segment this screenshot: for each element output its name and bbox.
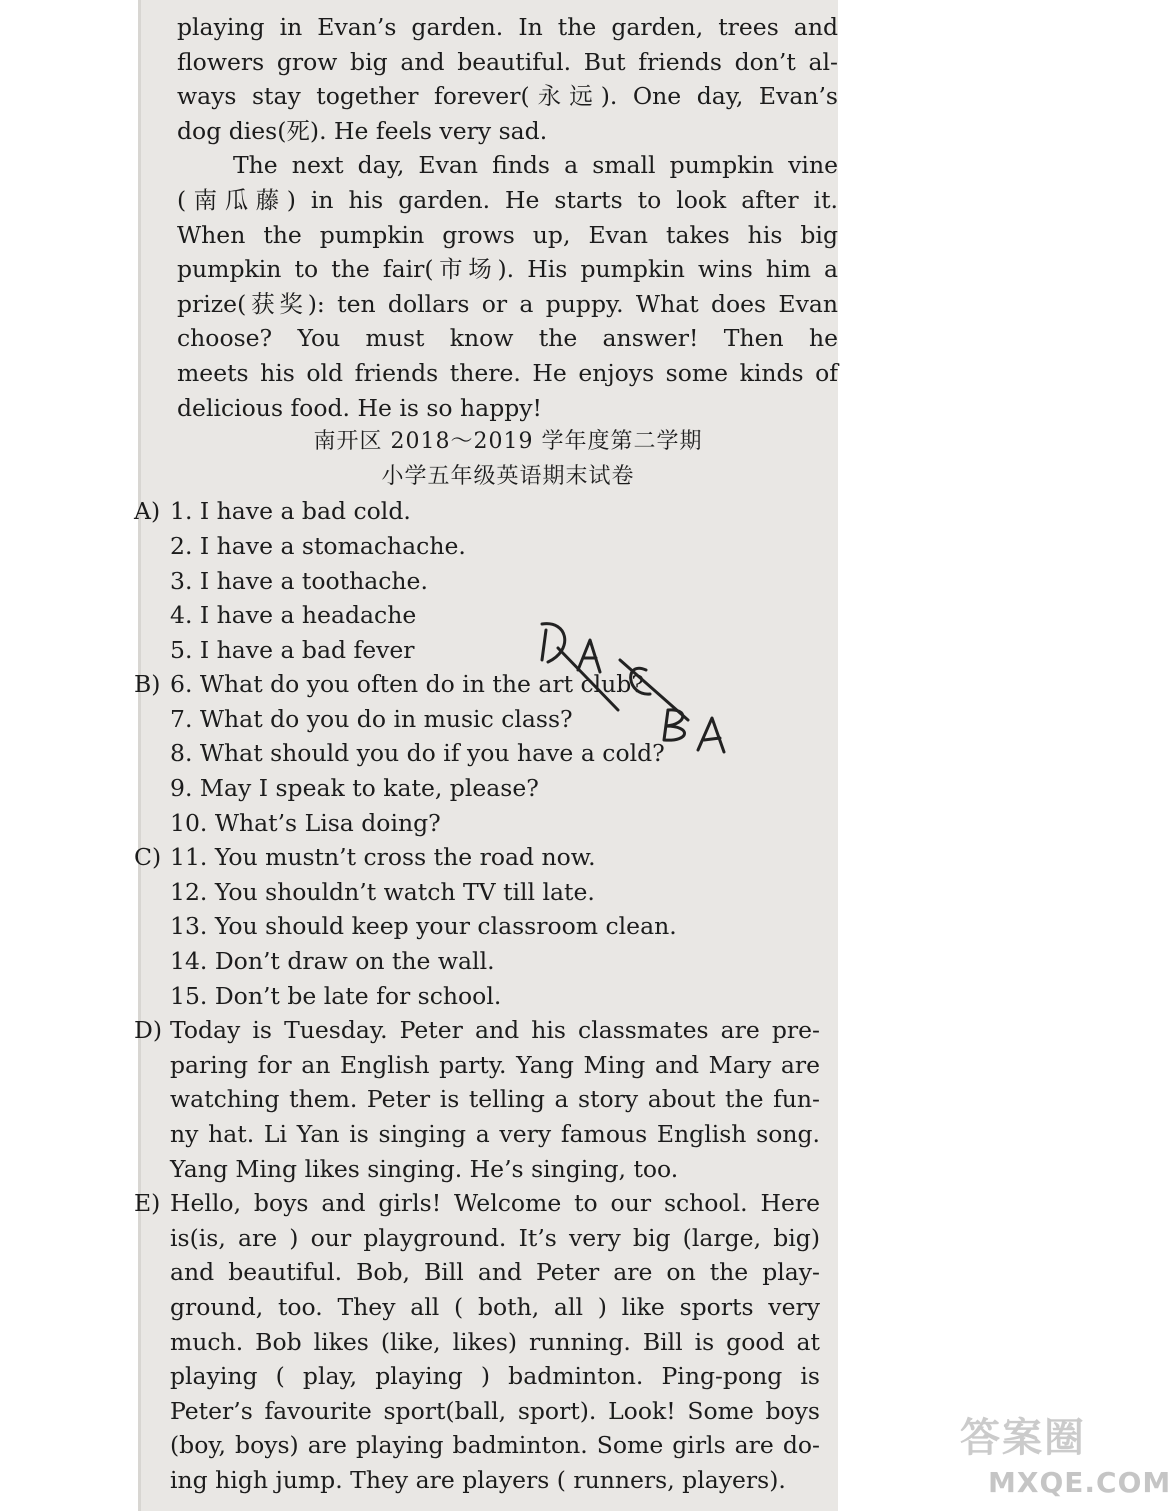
story-line: prize(获奖): ten dollars or a puppy. What does Evan (177, 289, 838, 318)
paragraph-line: Today is Tuesday. Peter and his classmates are pre- (170, 1016, 820, 1045)
list-item: 7. What do you do in music class? (170, 704, 573, 733)
story-line: The next day, Evan finds a small pumpkin vine (233, 151, 838, 180)
paragraph-line: ing high jump. They are players ( runners, players). (170, 1465, 786, 1494)
section-a-label: A) (134, 497, 161, 526)
exam-header (138, 425, 838, 494)
list-item: 2. I have a stomachache. (170, 531, 466, 560)
list-item: 11. You mustn’t cross the road now. (170, 843, 596, 872)
paragraph-line: is(is, are ) our playground. It’s very big (large, big) (170, 1223, 820, 1252)
list-item: 8. What should you do if you have a cold? (170, 739, 665, 768)
handwritten-answers (528, 600, 758, 790)
list-item: 4. I have a headache (170, 601, 417, 630)
paragraph-line: Hello, boys and girls! Welcome to our school. Here (170, 1189, 820, 1218)
story-line: When the pumpkin grows up, Evan takes his big (177, 220, 838, 249)
story-line: flowers grow big and beautiful. But friends don’t al- (177, 47, 838, 76)
story-line: choose? You must know the answer! Then he (177, 324, 838, 353)
section-c-label: C) (134, 843, 162, 872)
story-line: meets his old friends there. He enjoys some kinds of (177, 358, 838, 387)
paragraph-line: paring for an English party. Yang Ming and Mary are (170, 1050, 820, 1079)
list-item: 3. I have a toothache. (170, 566, 428, 595)
list-item: 12. You shouldn’t watch TV till late. (170, 877, 595, 906)
section-d-label: D) (134, 1016, 163, 1045)
section-e-label: E) (134, 1189, 161, 1218)
exam-title-line-1: 南开区 2018～2019 学年度第二学期 (313, 429, 703, 455)
story-line: delicious food. He is so happy! (177, 393, 542, 422)
watermark-url: MXQE.COM (988, 1466, 1171, 1499)
paragraph-line: playing ( play, playing ) badminton. Ping-pong is (170, 1362, 820, 1391)
list-item: 1. I have a bad cold. (170, 497, 411, 526)
paragraph-line: (boy, boys) are playing badminton. Some girls are do- (170, 1431, 820, 1460)
list-item: 10. What’s Lisa doing? (170, 808, 441, 837)
list-item: 9. May I speak to kate, please? (170, 774, 539, 803)
story-line: dog dies(死). He feels very sad. (177, 116, 548, 145)
paragraph-line: Yang Ming likes singing. He’s singing, too. (170, 1154, 679, 1183)
story-line: playing in Evan’s garden. In the garden, trees and (177, 13, 838, 41)
section-e (134, 1186, 838, 1497)
watermark (960, 1404, 1171, 1508)
section-b-label: B) (134, 670, 161, 699)
section-c (134, 840, 838, 1013)
story-paragraph-2 (138, 148, 838, 425)
paragraph-line: much. Bob likes (like, likes) running. Bill is good at (170, 1327, 820, 1356)
list-item: 13. You should keep your classroom clean. (170, 912, 677, 941)
worksheet-page (134, 0, 1171, 1511)
list-item: 14. Don’t draw on the wall. (170, 947, 495, 976)
story-line: (南瓜藤) in his garden. He starts to look after it. (177, 185, 838, 214)
list-item: 5. I have a bad fever (170, 635, 415, 664)
paragraph-line: and beautiful. Bob, Bill and Peter are on the play- (170, 1258, 820, 1287)
list-item: 15. Don’t be late for school. (170, 981, 502, 1010)
story-line: pumpkin to the fair(市场). His pumpkin wins him a (177, 255, 838, 284)
exam-title-line-2: 小学五年级英语期末试卷 (381, 463, 635, 489)
section-d (134, 1013, 838, 1186)
watermark-logo: 答案圈 (960, 1415, 1086, 1461)
paragraph-line: watching them. Peter is telling a story about the fun- (170, 1085, 820, 1114)
paragraph-line: Peter’s favourite sport(ball, sport). Look! Some boys (170, 1396, 820, 1425)
story-paragraph-1 (138, 10, 838, 148)
story-line: ways stay together forever(永远). One day, Evan’s (177, 82, 838, 111)
paragraph-line: ground, too. They all ( both, all ) like sports very (170, 1292, 820, 1321)
list-item: 6. What do you often do in the art club? (170, 670, 644, 699)
paragraph-line: ny hat. Li Yan is singing a very famous English song. (170, 1120, 820, 1148)
